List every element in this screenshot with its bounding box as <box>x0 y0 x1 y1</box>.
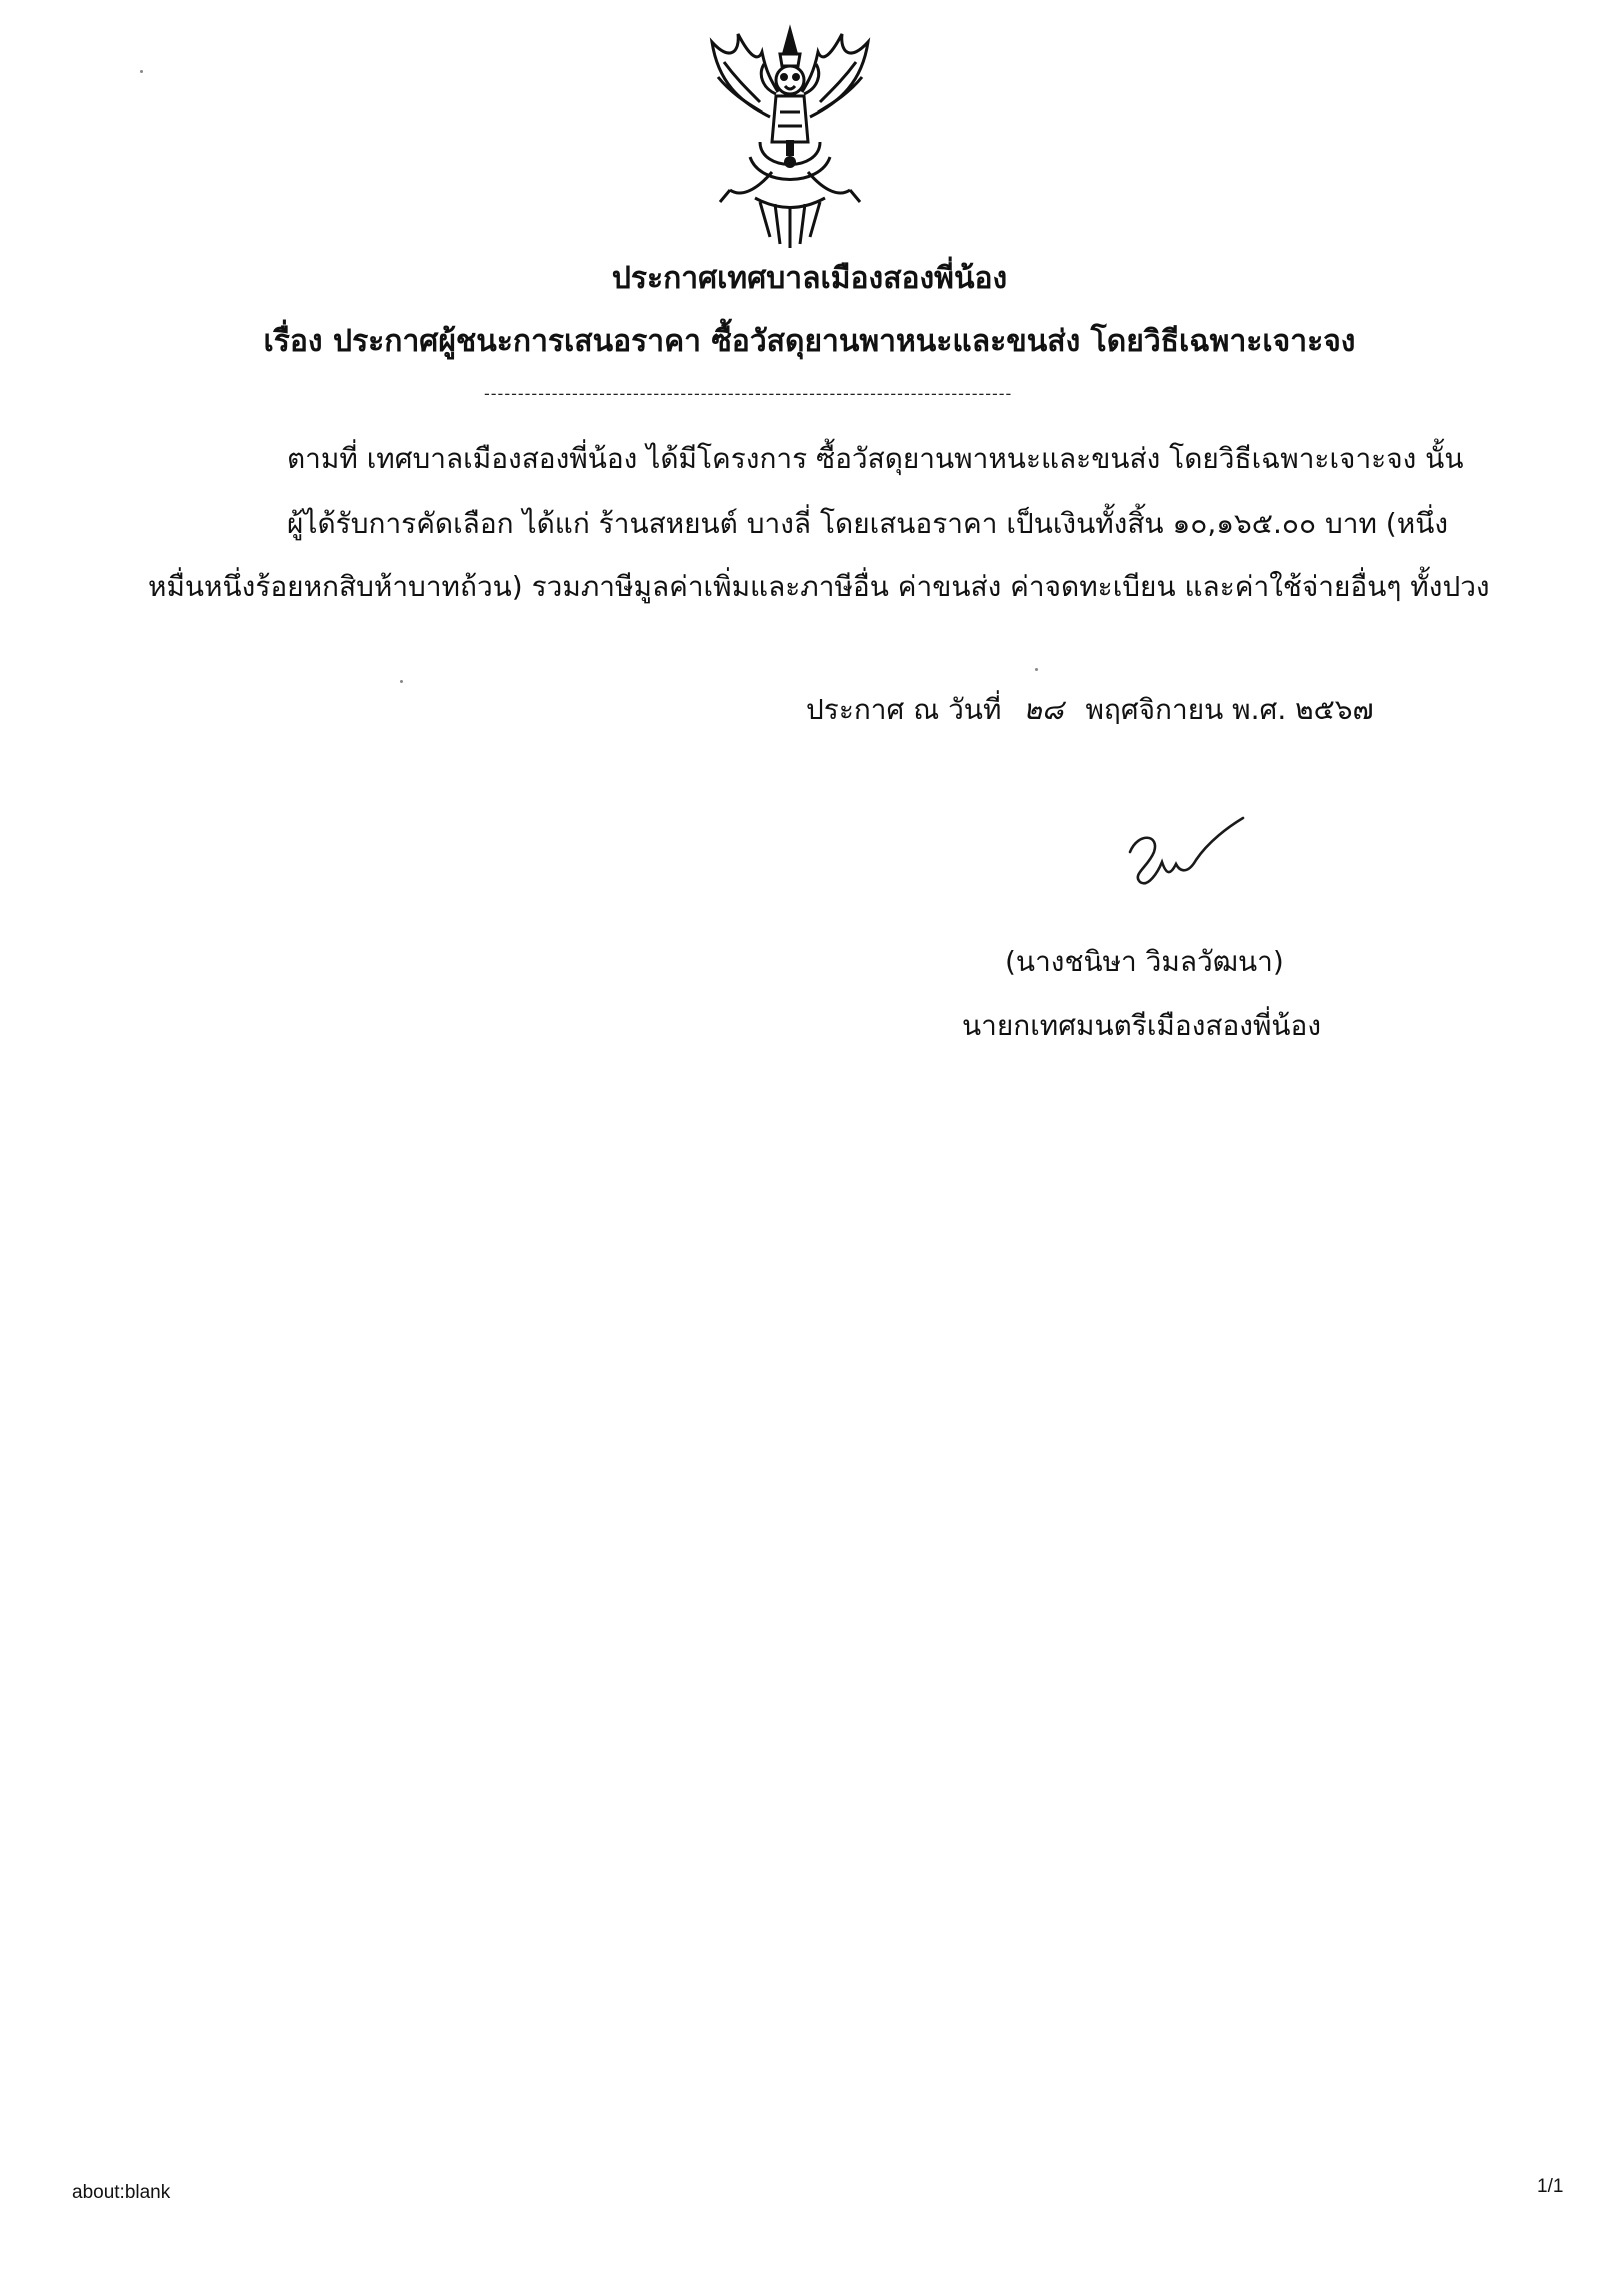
scan-speck <box>1035 668 1038 671</box>
scan-speck <box>400 680 403 683</box>
footer-page-count: 1/1 <box>1537 2176 1564 2197</box>
announcement-date <box>806 688 1374 732</box>
body-line-1: ตามที่ เทศบาลเมืองสองพี่น้อง ได้มีโครงการ ซื้อวัสดุยานพาหนะและขนส่ง โดยวิธีเฉพาะเจาะจง นั้น <box>287 442 1464 475</box>
date-month-year: พฤศจิกายน พ.ศ. ๒๕๖๗ <box>1085 693 1374 726</box>
body-line-2: ผู้ได้รับการคัดเลือก ได้แก่ ร้านสหยนต์ บางลี่ โดยเสนอราคา เป็นเงินทั้งสิ้น ๑๐,๑๖๕.๐๐ บาท (หนึ่ง <box>287 507 1449 540</box>
body-line-3: หมื่นหนึ่งร้อยหกสิบห้าบาทถ้วน) รวมภาษีมูลค่าเพิ่มและภาษีอื่น ค่าขนส่ง ค่าจดทะเบียน และค่าใช้จ่ายอื่นๆ ทั้งปวง <box>148 570 1490 603</box>
scan-speck <box>140 70 143 73</box>
document-subject: เรื่อง ประกาศผู้ชนะการเสนอราคา ซื้อวัสดุยานพาหนะและขนส่ง โดยวิธีเฉพาะเจาะจง <box>263 324 1356 359</box>
date-day: ๒๘ <box>1023 693 1064 726</box>
garuda-emblem-icon <box>700 22 880 254</box>
handwritten-signature-icon <box>1118 812 1258 902</box>
signatory-name: (นางชนิษา วิมลวัฒนา) <box>1005 945 1284 978</box>
document-title: ประกาศเทศบาลเมืองสองพี่น้อง <box>611 261 1008 296</box>
footer-url: about:blank <box>72 2182 171 2203</box>
divider-line: ------------------------------------------------------------------------------ <box>484 384 1013 403</box>
signatory-title: นายกเทศมนตรีเมืองสองพี่น้อง <box>962 1009 1322 1042</box>
date-prefix: ประกาศ ณ วันที่ <box>806 693 1002 726</box>
